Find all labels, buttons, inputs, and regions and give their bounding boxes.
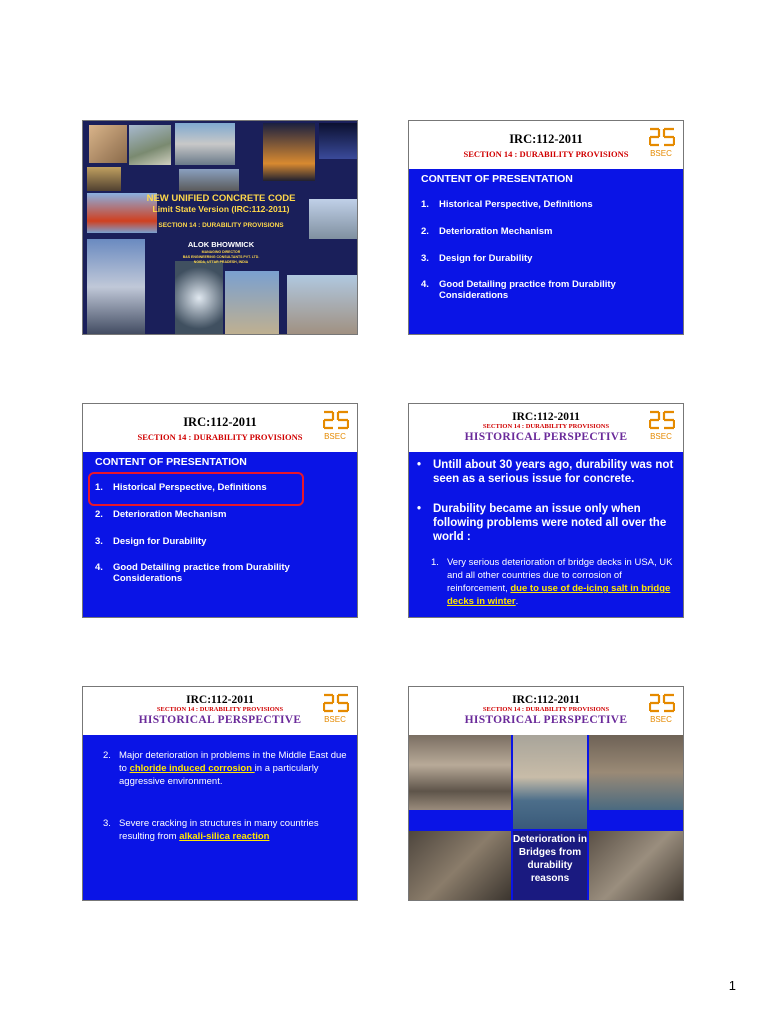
- photo-stadium: [175, 123, 235, 165]
- section-title: SECTION 14 : DURABILITY PROVISIONS: [463, 149, 629, 159]
- cover-section: SECTION 14 : DURABILITY PROVISIONS: [158, 222, 284, 229]
- photo-bridge-underside-left: [409, 831, 511, 901]
- slide-header: [409, 121, 683, 169]
- photo-chrysler: [225, 271, 279, 335]
- toc-item: 1. Historical Perspective, Definitions: [421, 199, 593, 210]
- cover-subtitle: Limit State Version (IRC:112-2011): [152, 204, 290, 214]
- slide-3-contents-highlight: [82, 403, 358, 618]
- historical-title: HISTORICAL PERSPECTIVE: [138, 714, 302, 726]
- photo-pier-in-water: [513, 735, 587, 829]
- photo-dam: [129, 125, 171, 165]
- toc-title: CONTENT OF PRESENTATION: [95, 456, 247, 468]
- bsec-logo: BSEC: [319, 409, 351, 445]
- slide-1-cover: [82, 120, 358, 335]
- irc-title: IRC:112-2011: [512, 694, 580, 706]
- slide-body: [83, 735, 357, 900]
- toc-item: 4. Good Detailing practice from Durability Considerations: [421, 279, 616, 301]
- toc-item: 2. Deterioration Mechanism: [421, 226, 553, 237]
- photo-city-night: [263, 123, 315, 181]
- section-title: SECTION 14 : DURABILITY PROVISIONS: [137, 432, 303, 442]
- irc-title: IRC:112-2011: [183, 415, 257, 429]
- item-2: 2. Major deterioration in problems in the Middle East due to chloride induced corrosion in a particularly aggressive environment.: [103, 750, 347, 787]
- cover-title: NEW UNIFIED CONCRETE CODE: [146, 193, 296, 204]
- bsec-logo: BSEC: [319, 692, 351, 728]
- slide-header: [83, 404, 357, 452]
- irc-title: IRC:112-2011: [186, 694, 254, 706]
- photo-bridge-piers: [589, 735, 684, 810]
- section-title: SECTION 14 : DURABILITY PROVISIONS: [156, 706, 284, 713]
- slide-header: [409, 687, 683, 735]
- photo-caption: Deterioration in Bridges from durability reasons: [513, 831, 587, 901]
- toc-item: 3. Design for Durability: [95, 536, 207, 547]
- photo-deteriorated-beam: [409, 735, 511, 810]
- page-number: 1: [728, 978, 736, 993]
- historical-title: HISTORICAL PERSPECTIVE: [464, 714, 628, 726]
- photo-highway: [179, 169, 239, 191]
- slide-4-historical: [408, 403, 684, 618]
- toc-item: 2. Deterioration Mechanism: [95, 509, 227, 520]
- bullet-2: • Durability became an issue only when following problems were noted all over the world :: [417, 503, 667, 543]
- slide-6-photos: [408, 686, 684, 901]
- item-3: 3. Severe cracking in structures in many countries resulting from alkali-silica reaction: [103, 818, 319, 842]
- slide-2-contents: [408, 120, 684, 335]
- cover-author: ALOK BHOWMICK: [187, 240, 255, 249]
- sub-item-1: 1. Very serious deterioration of bridge decks in USA, UK and all other countries due to corrosion of reinforcement, due to use of de-icing salt in bridge decks in winter.: [431, 557, 673, 607]
- bsec-logo: BSEC: [645, 126, 677, 162]
- slide-header: [409, 404, 683, 452]
- photo-bridge-night: [319, 123, 357, 159]
- irc-title: IRC:112-2011: [512, 411, 580, 423]
- historical-title: HISTORICAL PERSPECTIVE: [464, 431, 628, 443]
- section-title: SECTION 14 : DURABILITY PROVISIONS: [482, 423, 610, 430]
- bsec-logo: BSEC: [645, 409, 677, 445]
- toc-title: CONTENT OF PRESENTATION: [421, 173, 573, 185]
- slide-header: [83, 687, 357, 735]
- photo-airport: [287, 275, 357, 335]
- slide-body: [409, 452, 683, 617]
- toc-item: 4. Good Detailing practice from Durability Considerations: [95, 562, 290, 584]
- photo-sculpture: [89, 125, 127, 163]
- irc-title: IRC:112-2011: [509, 132, 583, 146]
- cover-small-1: MANAGING DIRECTOR: [201, 250, 241, 254]
- photo-tunnel: [175, 261, 223, 335]
- toc-item: 3. Design for Durability: [421, 253, 533, 264]
- slide-body: [83, 452, 357, 617]
- slide-5-historical: [82, 686, 358, 901]
- slide-body: [409, 735, 683, 900]
- section-title: SECTION 14 : DURABILITY PROVISIONS: [482, 706, 610, 713]
- slide-body: [409, 169, 683, 334]
- photo-bridge-underside-right: [589, 831, 684, 901]
- bullet-1: • Untill about 30 years ago, durability was not seen as a serious issue for concrete.: [417, 459, 674, 485]
- cover-small-2: B&S ENGINEERING CONSULTANTS PVT. LTD.: [182, 255, 260, 259]
- bsec-logo: BSEC: [645, 692, 677, 728]
- photo-skyline: [87, 167, 121, 191]
- toc-item: 1. Historical Perspective, Definitions: [95, 482, 267, 493]
- cover-small-3: NOIDA, UTTAR PRADESH, INDIA: [193, 260, 249, 264]
